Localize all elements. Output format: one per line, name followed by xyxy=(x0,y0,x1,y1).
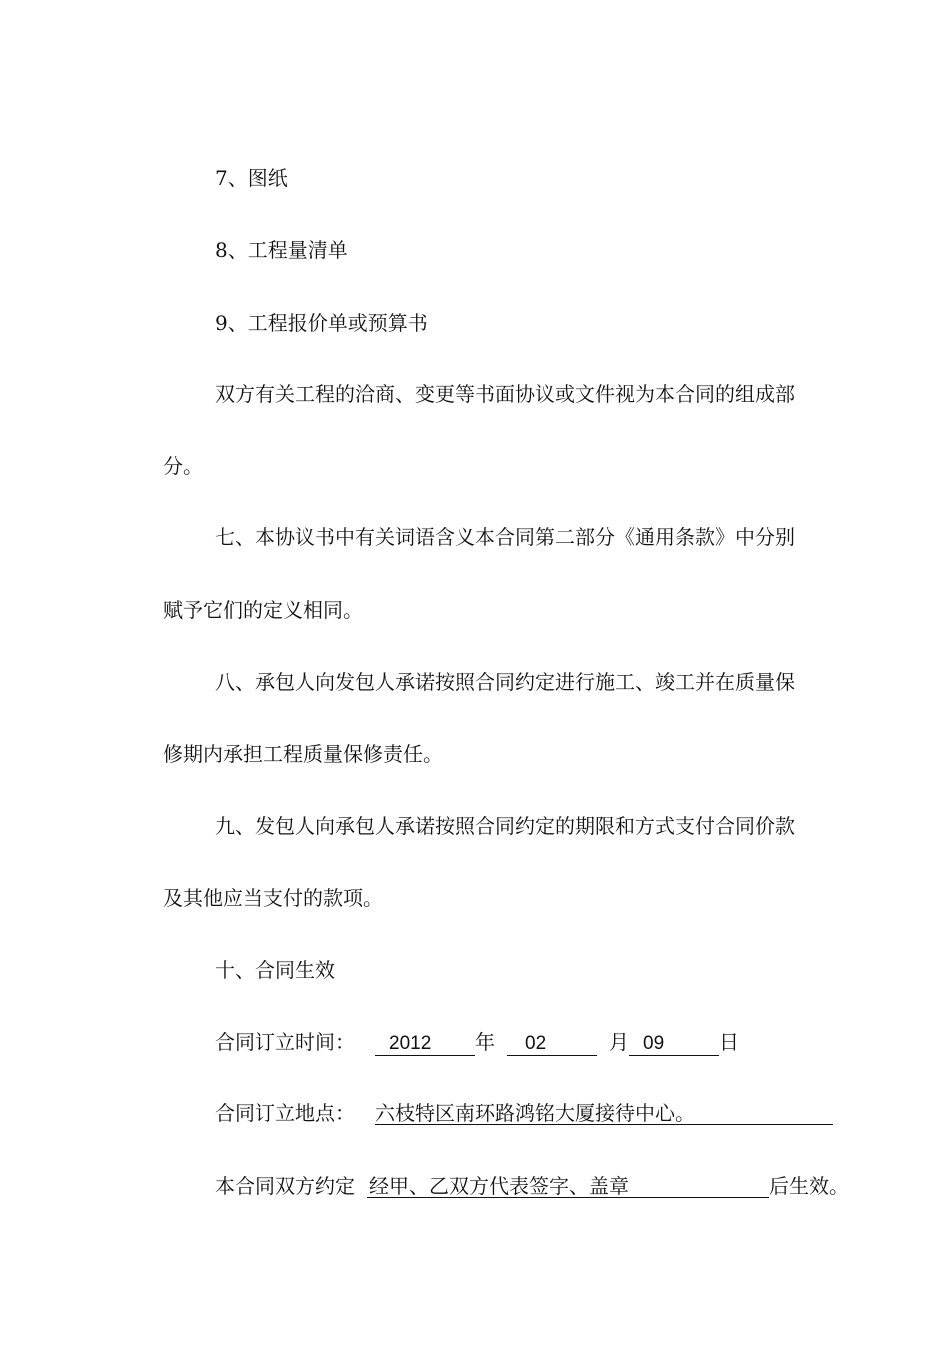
clause-9-line-1: 九、发包人向承包人承诺按照合同约定的期限和方式支付合同价款 xyxy=(215,814,795,838)
signing-time-label: 合同订立时间： xyxy=(215,1030,355,1054)
signing-month-field: 02 xyxy=(507,1033,597,1056)
day-unit: 日 xyxy=(719,1030,739,1054)
list-item-bill-of-quantities: 8、工程量清单 xyxy=(215,238,348,262)
signing-place-label: 合同订立地点： xyxy=(215,1101,355,1125)
clause-7-line-1: 七、本协议书中有关词语含义本合同第二部分《通用条款》中分别 xyxy=(215,525,795,549)
effectiveness-suffix: 后生效。 xyxy=(769,1174,849,1198)
clause-8-line-2: 修期内承担工程质量保修责任。 xyxy=(163,742,443,766)
effectiveness-condition-field: 经甲、乙双方代表签字、盖章 xyxy=(367,1175,769,1198)
signing-year-field: 2012 xyxy=(375,1033,475,1056)
signing-time-row xyxy=(215,1030,739,1056)
effectiveness-row xyxy=(215,1174,849,1198)
signing-place-field: 六枝特区南环路鸿铭大厦接待中心。 xyxy=(375,1102,833,1125)
supplement-paragraph-line-1: 双方有关工程的洽商、变更等书面协议或文件视为本合同的组成部 xyxy=(215,382,795,406)
effectiveness-label: 本合同双方约定 xyxy=(215,1174,355,1198)
clause-10-heading: 十、合同生效 xyxy=(215,958,335,982)
signing-place-row xyxy=(215,1101,833,1125)
supplement-paragraph-line-2: 分。 xyxy=(163,454,203,478)
clause-9-line-2: 及其他应当支付的款项。 xyxy=(163,886,383,910)
clause-7-line-2: 赋予它们的定义相同。 xyxy=(163,598,363,622)
signing-day-field: 09 xyxy=(629,1033,719,1056)
list-item-quotation: 9、工程报价单或预算书 xyxy=(215,311,428,335)
month-unit: 月 xyxy=(609,1030,629,1054)
clause-8-line-1: 八、承包人向发包人承诺按照合同约定进行施工、竣工并在质量保 xyxy=(215,670,795,694)
list-item-drawings: 7、图纸 xyxy=(215,166,288,190)
year-unit: 年 xyxy=(475,1030,495,1054)
